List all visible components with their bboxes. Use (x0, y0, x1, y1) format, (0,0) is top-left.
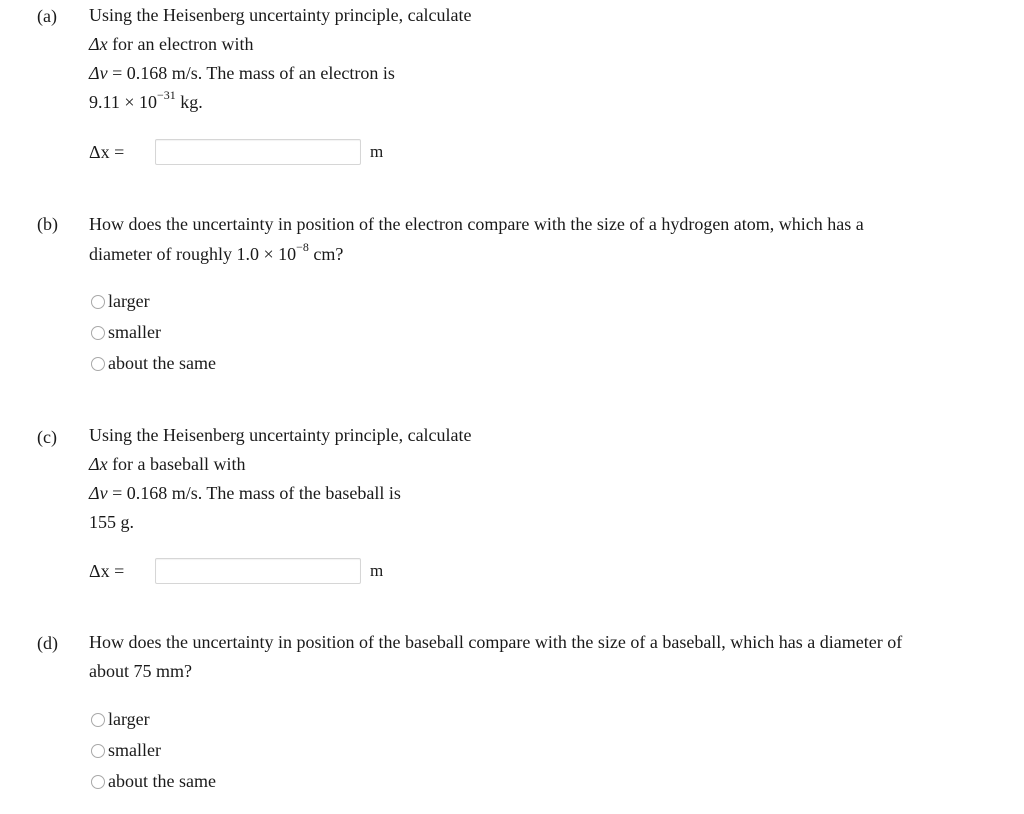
part-a-letter: (a) (37, 6, 57, 26)
part-c-line2 (89, 450, 472, 479)
part-d-letter: (d) (37, 633, 58, 653)
option-label: smaller (108, 740, 161, 760)
part-d-option-about-the-same[interactable] (91, 766, 216, 797)
part-b-line2 (89, 239, 864, 269)
radio-button[interactable] (91, 713, 105, 727)
part-a-line2 (89, 30, 472, 59)
part-a-line3 (89, 59, 472, 88)
part-c-answer-input[interactable] (155, 558, 361, 584)
part-c-question (89, 421, 472, 537)
part-a-answer-unit: m (370, 142, 384, 161)
radio-button[interactable] (91, 295, 105, 309)
part-b-option-about-the-same[interactable] (91, 348, 216, 379)
part-c-line3-text: = 0.168 m/s. The mass of the baseball is (107, 483, 401, 503)
delta-v-symbol: Δv (89, 63, 108, 83)
option-label: larger (108, 709, 150, 729)
option-label: about the same (108, 353, 216, 373)
part-d-option-smaller[interactable] (91, 735, 216, 766)
part-c-line3 (89, 479, 472, 508)
part-b-line2-text: diameter of roughly 1.0 × 10 (89, 244, 297, 264)
part-a-mass-unit: kg. (175, 92, 203, 112)
delta-v-symbol: Δv (89, 483, 108, 503)
part-b-option-smaller[interactable] (91, 317, 216, 348)
part-b-exponent: −8 (296, 240, 309, 254)
part-a-answer-input[interactable] (155, 139, 361, 165)
part-a-mass-exponent: −31 (156, 88, 176, 102)
option-label: larger (108, 291, 150, 311)
part-b-line1: How does the uncertainty in position of the electron compare with the size of a hydrogen atom, which has a (89, 214, 864, 234)
radio-button[interactable] (91, 775, 105, 789)
part-b-choices (91, 286, 216, 379)
part-b-line2-unit: cm? (308, 244, 344, 264)
part-a-question (89, 1, 472, 117)
delta-x-symbol: Δx (89, 34, 108, 54)
radio-button[interactable] (91, 326, 105, 340)
part-c-line2-text: for a baseball with (107, 454, 246, 474)
delta-x-symbol: Δx (89, 454, 108, 474)
option-label: smaller (108, 322, 161, 342)
part-a-line2-text: for an electron with (107, 34, 254, 54)
part-d-question (89, 628, 902, 686)
part-d-option-larger[interactable] (91, 704, 216, 735)
part-c-line1: Using the Heisenberg uncertainty principle, calculate (89, 425, 472, 445)
option-label: about the same (108, 771, 216, 791)
part-a-answer-row (89, 138, 383, 166)
part-d-line2: about 75 mm? (89, 661, 192, 681)
part-b-letter: (b) (37, 214, 58, 234)
part-a-answer-label: Δx = (89, 141, 125, 162)
part-c-answer-row (89, 557, 383, 585)
part-a-line4 (89, 88, 472, 117)
part-d-choices (91, 704, 216, 797)
part-a-line1: Using the Heisenberg uncertainty principle, calculate (89, 5, 472, 25)
part-d-line1: How does the uncertainty in position of the baseball compare with the size of a baseball, which has a diameter of (89, 632, 903, 652)
radio-button[interactable] (91, 357, 105, 371)
part-b-question (89, 209, 864, 269)
part-b-option-larger[interactable] (91, 286, 216, 317)
radio-button[interactable] (91, 744, 105, 758)
part-a-mass-base: 9.11 × 10 (89, 92, 157, 112)
part-c-letter: (c) (37, 427, 57, 447)
part-c-answer-unit: m (370, 561, 384, 580)
part-c-line4: 155 g. (89, 512, 134, 532)
part-a-line3-text: = 0.168 m/s. The mass of an electron is (107, 63, 395, 83)
part-c-answer-label: Δx = (89, 560, 125, 581)
